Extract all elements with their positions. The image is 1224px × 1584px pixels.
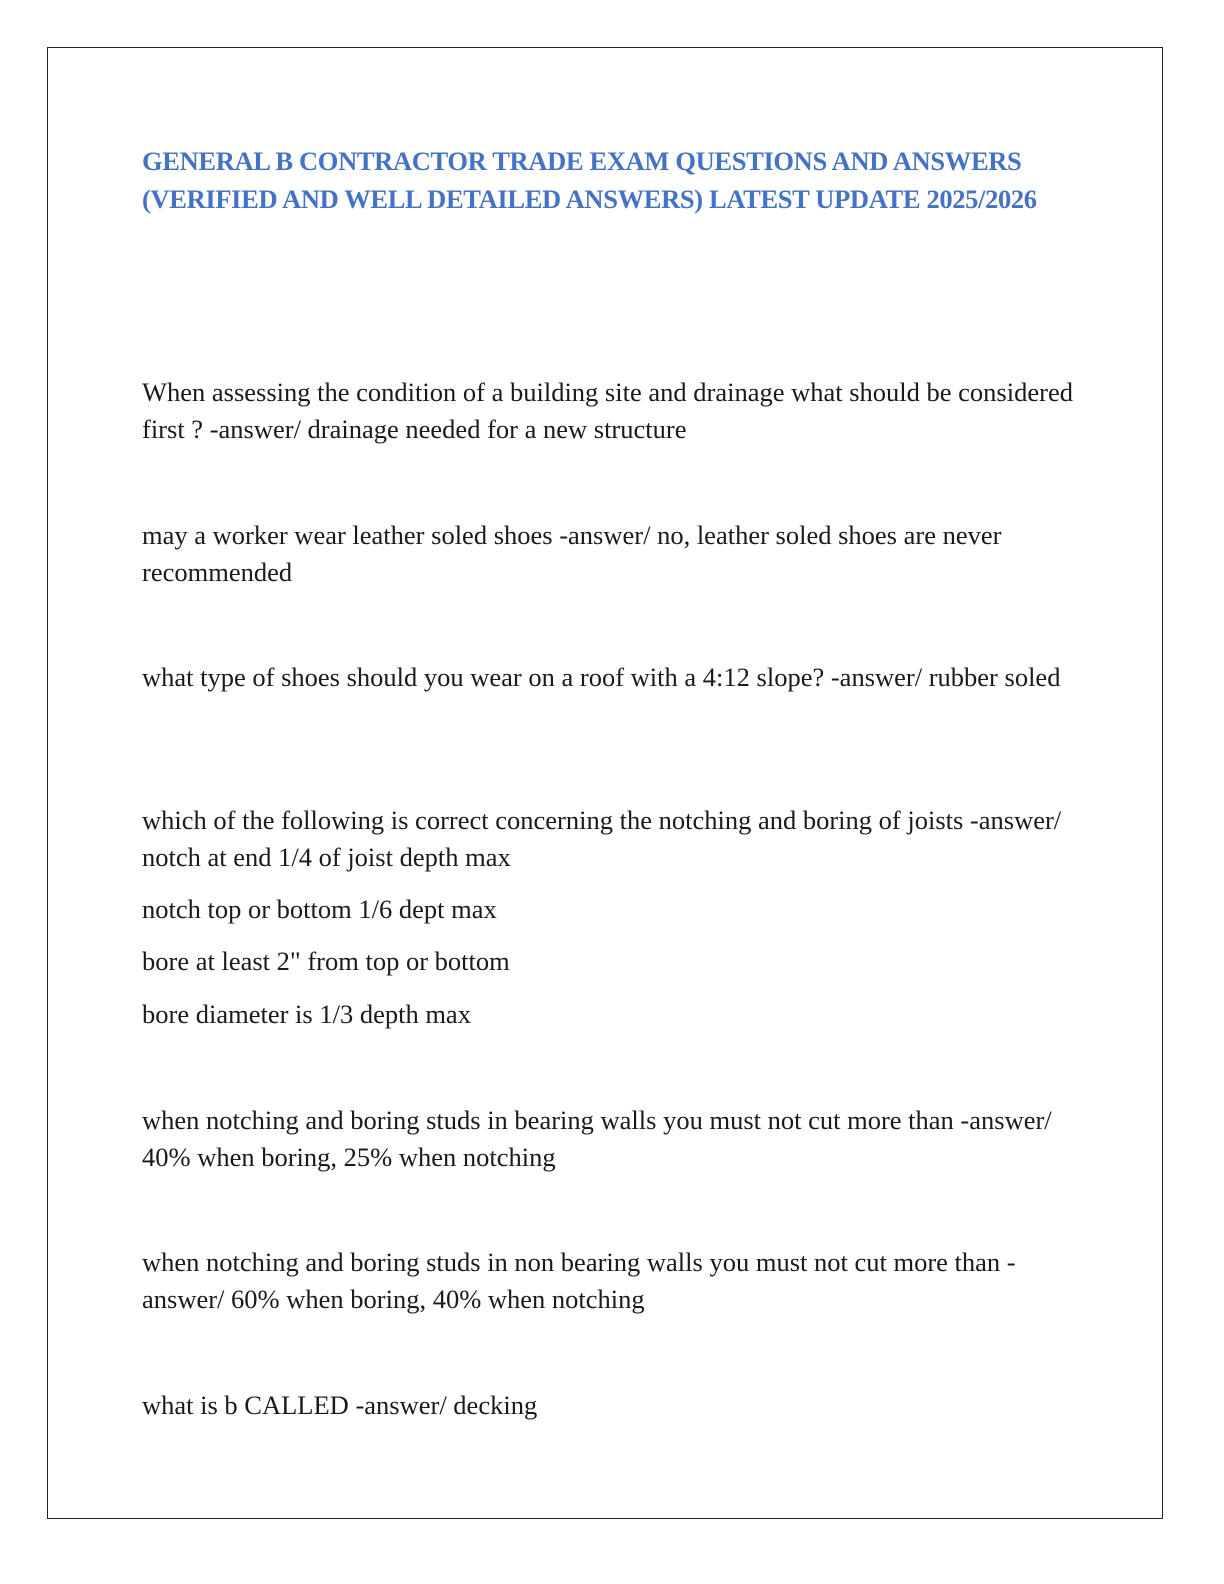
qa-paragraph-4: which of the following is correct concerning the notching and boring of joists -answer/ notch at end 1/4 of joist depth max bbox=[142, 805, 1062, 872]
qa-paragraph-3: what type of shoes should you wear on a roof with a 4:12 slope? -answer/ rubber soled bbox=[142, 662, 1061, 692]
qa-paragraph-7: bore diameter is 1/3 depth max bbox=[142, 999, 471, 1029]
document-title: GENERAL B CONTRACTOR TRADE EXAM QUESTIONS AND ANSWERS (VERIFIED AND WELL DETAILED ANSWERS) LATEST UPDATE 2025/2026 bbox=[142, 146, 1037, 214]
qa-paragraph-8: when notching and boring studs in bearing walls you must not cut more than -answer/ 40% when boring, 25% when notching bbox=[142, 1105, 1052, 1172]
qa-paragraph-9: when notching and boring studs in non bearing walls you must not cut more than -answer/ 60% when boring, 40% when notching bbox=[142, 1247, 1016, 1314]
qa-paragraph-1: When assessing the condition of a building site and drainage what should be considered first ? -answer/ drainage needed for a new structure bbox=[142, 377, 1073, 444]
qa-paragraph-2: may a worker wear leather soled shoes -answer/ no, leather soled shoes are never recommended bbox=[142, 520, 1002, 587]
qa-paragraph-5: notch top or bottom 1/6 dept max bbox=[142, 894, 497, 924]
qa-paragraph-10: what is b CALLED -answer/ decking bbox=[142, 1390, 538, 1420]
qa-paragraph-6: bore at least 2" from top or bottom bbox=[142, 946, 510, 976]
